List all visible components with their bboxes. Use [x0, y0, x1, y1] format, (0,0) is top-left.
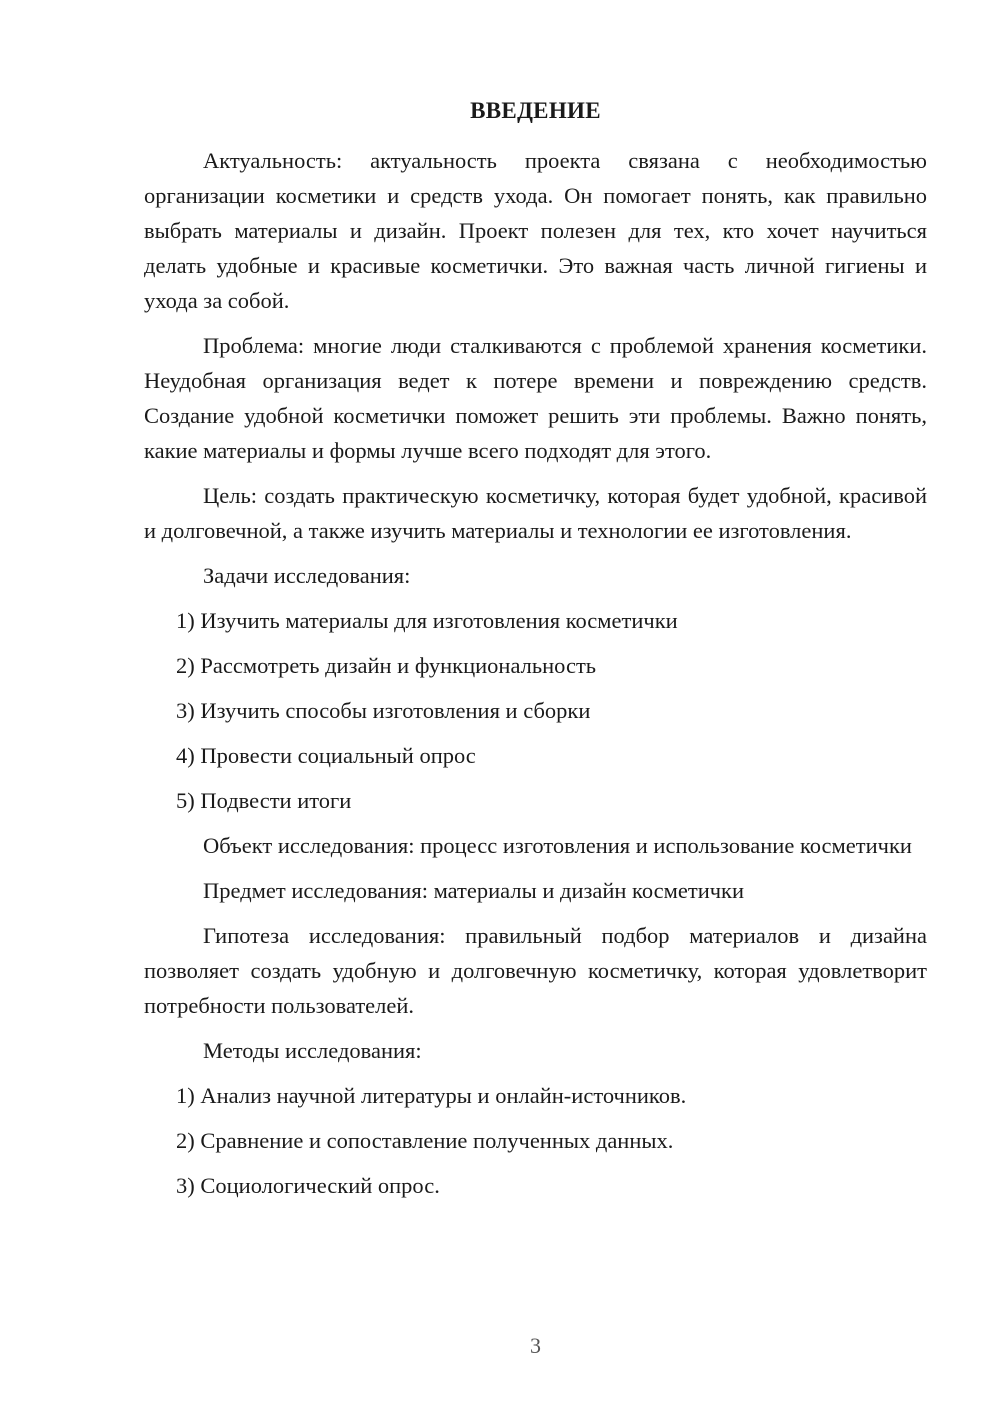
task-item-4: 4) Провести социальный опрос: [176, 743, 476, 768]
paragraph-relevance: Актуальность: актуальность проекта связана с необходимостью организации косметики и средств ухода. Он помогает понять, как правильно выбрать материалы и дизайн. Проект полезен для тех, кто хочет научиться делать удобные и красивые косметички. Это важная часть личной гигиены и ухода за собой.: [144, 148, 927, 313]
paragraph-subject: Предмет исследования: материалы и дизайн косметички: [203, 878, 745, 903]
task-item-2: 2) Рассмотреть дизайн и функциональность: [176, 653, 597, 678]
tasks-heading: Задачи исследования:: [203, 563, 411, 588]
page-title: ВВЕДЕНИЕ: [470, 98, 601, 123]
page-number: 3: [530, 1333, 541, 1358]
methods-heading: Методы исследования:: [203, 1038, 422, 1063]
paragraph-object: Объект исследования: процесс изготовления и использование косметички: [203, 833, 912, 858]
paragraph-goal: Цель: создать практическую косметичку, которая будет удобной, красивой и долговечной, а также изучить материалы и технологии ее изготовления.: [144, 483, 927, 543]
task-item-3: 3) Изучить способы изготовления и сборки: [176, 698, 591, 723]
method-item-1: 1) Анализ научной литературы и онлайн-источников.: [176, 1083, 687, 1108]
method-item-2: 2) Сравнение и сопоставление полученных данных.: [176, 1128, 674, 1153]
task-item-5: 5) Подвести итоги: [176, 788, 352, 813]
document-body: [144, 143, 927, 1213]
method-item-3: 3) Социологический опрос.: [176, 1173, 440, 1198]
paragraph-problem: Проблема: многие люди сталкиваются с проблемой хранения косметики. Неудобная организация ведет к потере времени и повреждению средств. Создание удобной косметички поможет решить эти проблемы. Важно понять, какие материалы и формы лучше всего подходят для этого.: [144, 333, 927, 463]
paragraph-hypothesis: Гипотеза исследования: правильный подбор материалов и дизайна позволяет создать удобную и долговечную косметичку, которая удовлетворит потребности пользователей.: [144, 923, 927, 1018]
task-item-1: 1) Изучить материалы для изготовления косметички: [176, 608, 678, 633]
